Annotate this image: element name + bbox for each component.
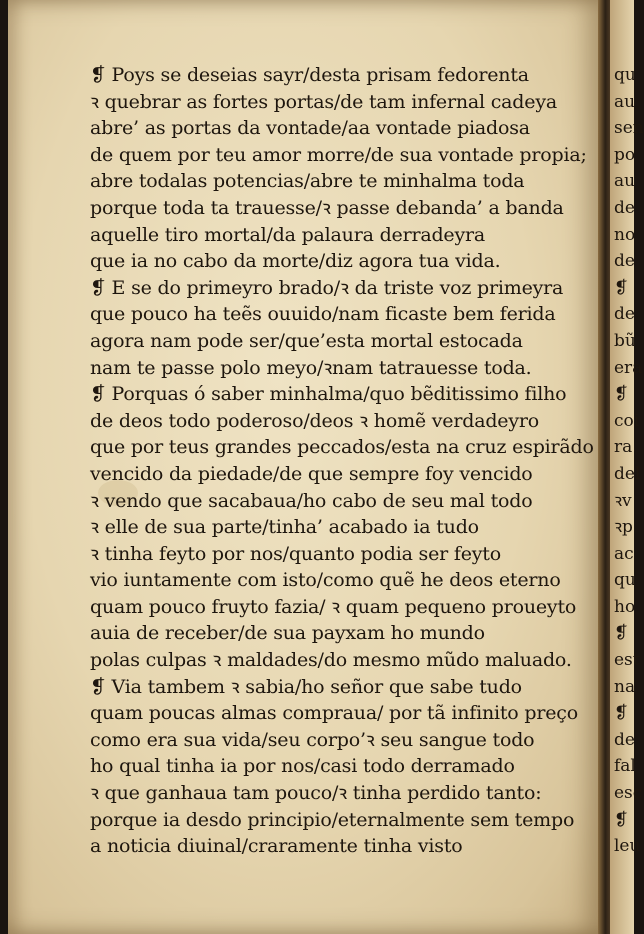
text-line: ꝛ quebrar as fortes portas/de tam infernal cadeya [90,90,557,113]
facing-text-fragment: sen [614,118,644,139]
text-line: quam pouco fruyto fazia/ ꝛ quam pequeno proueyto [90,595,577,618]
facing-text-fragment: bũ [614,330,636,351]
text-line: que ia no cabo da morte/diz agora tua vida. [90,250,501,273]
text-line: vio iuntamente com isto/como quẽ he deos eterno [90,569,561,592]
facing-text-fragment: ❡ [614,623,629,644]
text-line: porque toda ta trauesse/ꝛ passe debanda’ a banda [90,196,564,219]
main-text-block [90,62,610,860]
text-line: ❡ Porquas ó saber minhalma/quo bẽditissimo filho [90,383,567,406]
text-line: polas culpas ꝛ maldades/do mesmo mũdo maluado. [90,649,572,672]
text-line: ❡ Via tambem ꝛ sabia/ho señor que sabe tudo [90,675,522,698]
text-line: a noticia diuinal/craramente tinha visto [90,835,463,858]
facing-text-fragment: esc [614,783,643,804]
text-line: nam te passe polo meyo/ꝛnam tatrauesse toda. [90,356,532,379]
facing-text-fragment: ❡ [614,809,629,830]
facing-text-fragment: de [614,197,635,218]
text-line: agora nam pode ser/que’esta mortal estocada [90,329,523,352]
text-line: como era sua vida/seu corpo’ꝛ seu sangue todo [90,728,535,751]
text-line: ꝛ tinha feyto por nos/quanto podia ser feyto [90,542,501,565]
text-line: vencido da piedade/de que sempre foy vencido [90,462,533,485]
facing-text-fragment: no [614,224,636,245]
text-line: auia de receber/de sua payxam ho mundo [90,622,485,645]
facing-text-fragment: del [614,463,641,484]
facing-text-fragment: na [614,676,636,697]
text-line: aquelle tiro mortal/da palaura derradeyra [90,223,486,246]
facing-text-fragment: de [614,251,635,272]
facing-text-fragment: au [614,171,636,192]
facing-text-fragment: leu [614,836,641,857]
facing-text-fragment: po [614,144,636,165]
book-gutter [598,0,610,934]
text-line: ꝛ vendo que sacabaua/ho cabo de seu mal todo [90,489,533,512]
facing-text-fragment: era [614,357,643,378]
facing-text-fragment: qu [614,65,636,85]
text-line: porque ia desdo principio/eternalmente sem tempo [90,808,575,831]
facing-text-fragment: qu [614,570,636,591]
text-line: de deos todo poderoso/deos ꝛ homẽ verdadeyro [90,409,539,432]
text-line: ho qual tinha ia por nos/casi todo derramado [90,755,515,778]
facing-text-fragment: ac [614,543,634,564]
facing-text-fragment: fal [614,756,636,777]
facing-text-fragment: ꝛp [614,517,633,538]
text-line: ꝛ que ganhaua tam pouco/ꝛ tinha perdido tanto: [90,782,542,805]
facing-text-fragment: ❡ [614,703,629,724]
facing-text-fragment: de [614,304,635,325]
text-line: ꝛ elle de sua parte/tinha’ acabado ia tudo [90,516,479,539]
book-page [8,0,606,934]
text-line: ❡ E se do primeyro brado/ꝛ da triste voz primeyra [90,276,564,299]
facing-text-fragment: ra [614,437,633,458]
text-line: que pouco ha teẽs ouuido/nam ficaste bem ferida [90,303,556,326]
facing-text-fragment: ❡ [614,384,629,405]
facing-text-fragment: ❡ [614,277,629,298]
facing-text-fragment: ꝛv [614,490,632,511]
text-line: quam poucas almas compraua/ por tã infinito preço [90,702,578,725]
text-line: abre todalas potencias/abre te minhalma toda [90,170,525,193]
text-line: que por teus grandes peccados/esta na cruz espirãdo [90,436,594,459]
facing-text-fragment: coi [614,410,640,431]
facing-text-fragment: de [614,729,635,750]
facing-text-fragment: est [614,650,640,671]
text-line: ❡ Poys se deseias sayr/desta prisam fedorenta [90,64,529,86]
facing-text-fragment: ho [614,596,636,617]
facing-text-fragment: au [614,91,636,112]
text-line: de quem por teu amor morre/de sua vontade propia; [90,143,587,166]
text-line: abre’ as portas da vontade/aa vontade piadosa [90,117,530,140]
facing-page [610,0,644,934]
facing-text-block [614,62,644,860]
